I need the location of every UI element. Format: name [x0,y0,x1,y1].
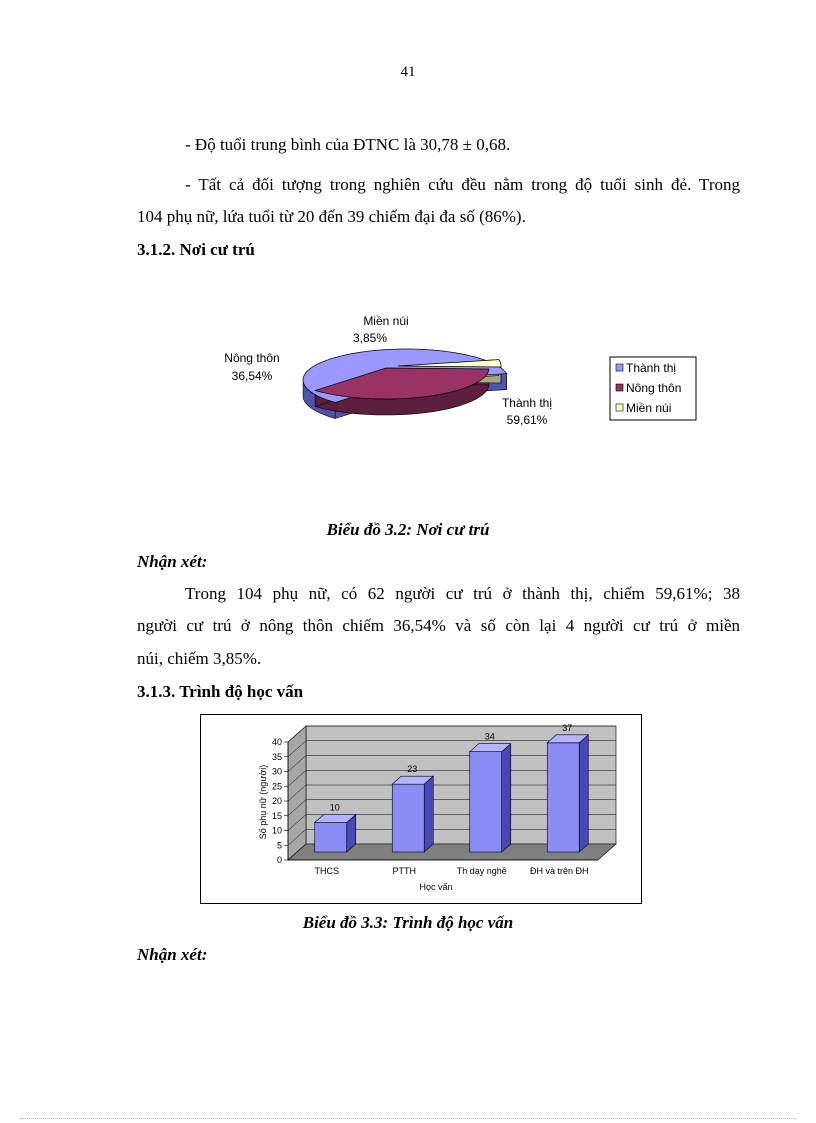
remark-title-2: Nhận xét: [137,945,208,964]
bar-value-label-3: 37 [562,722,573,733]
bar-1 [392,784,424,852]
legend-swatch-rural [616,384,623,391]
caption-residence-chart: Biểu đồ 3.2: Nơi cư trú [326,520,490,539]
y-tick-label-10: 10 [271,825,282,836]
section-heading-residence: 3.1.2. Nơi cư trú [137,240,255,259]
legend-label-urban: Thành thị [626,361,677,375]
y-tick-label-40: 40 [271,737,282,747]
x-tick-label-0: THCS [314,866,339,876]
pie-label-rural-value: 36,54% [231,369,273,383]
y-tick-label-15: 15 [271,810,282,821]
y-axis-label: Số phụ nữ (người) [258,764,268,840]
section-heading-education: 3.1.3. Trình độ học vấn [137,682,304,701]
remark-line-3: núi, chiếm 3,85%. [137,649,262,668]
bar-side-1 [424,776,433,852]
legend-label-rural: Nông thôn [626,381,682,395]
remark-line-2: người cư trú ở nông thôn chiếm 36,54% và số còn lại 4 người cư trú ở miền [137,616,740,635]
pie-label-mountain-value: 3,85% [352,331,388,345]
page-bottom-border [20,1118,796,1119]
x-tick-label-2: Th dạy nghề [456,866,507,876]
y-tick-label-5: 5 [276,840,282,851]
legend-swatch-mountain [616,404,623,411]
x-axis-label: Học vấn [419,882,453,892]
pie-label-mountain-name: Miền núi [363,314,409,328]
residence-pie-chart [200,300,720,450]
remark-title-1: Nhận xét: [137,552,208,571]
pie-label-rural-name: Nông thôn [224,351,280,365]
bar-chart-plot [272,723,616,876]
bar-side-3 [579,735,588,852]
y-tick-label-25: 25 [271,781,282,792]
paragraph-mean-age: - Độ tuổi trung bình của ĐTNC là 30,78 ± 0,68. [185,135,511,154]
x-tick-label-1: PTTH [392,866,416,876]
education-bar-chart [200,714,642,904]
bar-value-label-1: 23 [407,764,418,775]
bar-value-label-2: 34 [484,731,495,742]
bar-0 [315,823,347,853]
pie-label-urban-value: 59,61% [506,413,548,427]
bar-3 [547,743,579,852]
pie-slices [303,349,507,419]
legend-label-mountain: Miền núi [626,401,672,415]
page-number: 41 [400,64,416,80]
pie-label-urban-name: Thành thị [501,396,553,410]
y-tick-label-35: 35 [271,751,282,762]
caption-education-chart: Biểu đồ 3.3: Trình độ học vấn [302,913,514,932]
paragraph-age-line1: - Tất cả đối tượng trong nghiên cứu đều nằm trong độ tuổi sinh đẻ. Trong [185,175,740,194]
y-tick-label-20: 20 [271,796,282,806]
y-tick-label-0: 0 [276,855,282,865]
paragraph-age-line2: 104 phụ nữ, lứa tuổi từ 20 đến 39 chiếm đại đa số (86%). [137,207,526,226]
bar-value-label-0: 10 [329,802,340,813]
remark-line-1: Trong 104 phụ nữ, có 62 người cư trú ở thành thị, chiếm 59,61%; 38 [185,584,740,603]
bar-side-2 [502,744,511,852]
x-tick-label-3: ĐH và trên ĐH [529,866,589,876]
legend-swatch-urban [616,364,623,371]
pie-legend [610,357,696,420]
bar-2 [470,752,502,852]
y-tick-label-30: 30 [271,766,282,777]
